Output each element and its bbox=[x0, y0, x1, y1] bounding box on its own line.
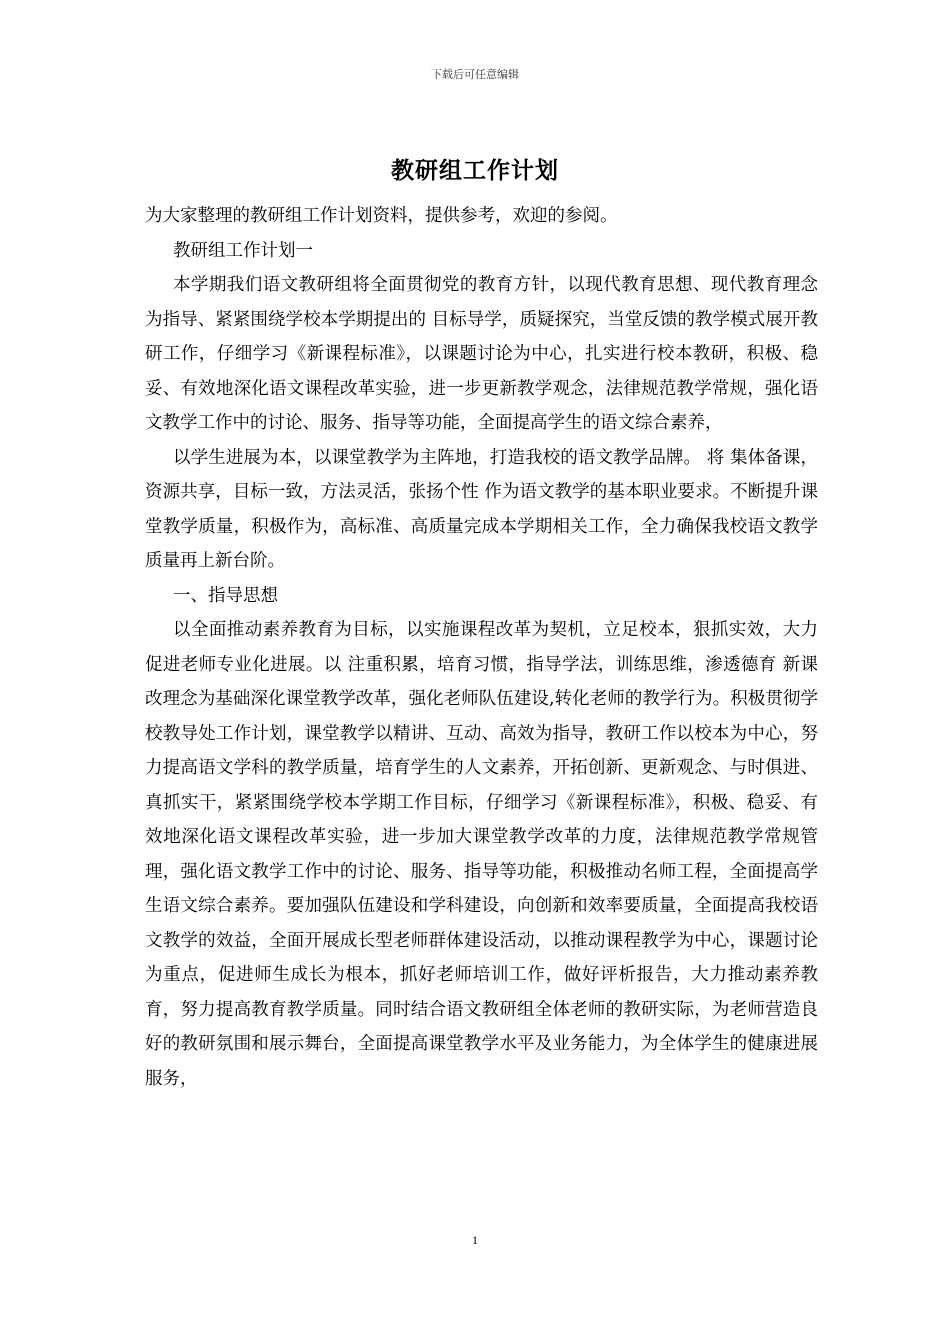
section-heading-plan-one: 教研组工作计划一 bbox=[173, 240, 313, 261]
header-note: 下载后可任意编辑 bbox=[431, 68, 519, 81]
body-paragraph: 本学期我们语文教研组将全面贯彻党的教育方针，以现代教育思想、现代教育理念为指导、紧紧围绕学校本学期提出的 目标导学，质疑探究，当堂反馈的教学模式展开教研工作，仔细学习《新课程标准》，以课题讨论为中心，扎实进行校本教研，积极、稳妥、有效地深化语文课程改革实验，进一步更新教学观念，法律规范教学常规，强化语文教学工作中的讨论、服务、指导等功能，全面提高学生的语文综合素养， bbox=[145, 275, 818, 433]
body-paragraph: 以全面推动素养教育为目标，以实施课程改革为契机，立足校本，狠抓实效，大力促进老师专业化进展。以 注重积累，培育习惯，指导学法，训练思维，渗透德育 新课改理念为基础深化课堂教学改革，强化老师队伍建设,转化老师的教学行为。积极贯彻学校教导处工作计划，课堂教学以精讲、互动、高效为指导，教研工作以校本为中心，努力提高语文学科的教学质量，培育学生的人文素养，开拓创新、更新观念、与时俱进、真抓实干，紧紧围绕学校本学期工作目标，仔细学习《新课程标准》，积极、稳妥、有效地深化语文课程改革实验，进一步加大课堂教学改革的力度，法律规范教学常规管理，强化语文教学工作中的讨论、服务、指导等功能，积极推动名师工程，全面提高学生语文综合素养。要加强队伍建设和学科建设，向创新和效率要质量，全面提高我校语文教学的效益，全面开展成长型老师群体建设活动，以推动课程教学为中心，课题讨论为重点，促进师生成长为根本，抓好老师培训工作，做好评析报告，大力推动素养教育，努力提高教育教学质量。同时结合语文教研组全体老师的教研实际，为老师营造良好的教研氛围和展示舞台，全面提高课堂教学水平及业务能力，为全体学生的健康进展服务， bbox=[145, 620, 818, 1089]
document-title: 教研组工作计划 bbox=[391, 157, 559, 184]
body-paragraph: 以学生进展为本，以课堂教学为主阵地，打造我校的语文教学品牌。 将 集体备课，资源共享，目标一致，方法灵活，张扬个性 作为语文教学的基本职业要求。不断提升课堂教学质量，积极作为，高标准、高质量完成本学期相关工作，全力确保我校语文教学质量再上新台阶。 bbox=[145, 447, 818, 571]
document-body bbox=[145, 199, 818, 1096]
intro-paragraph: 为大家整理的教研组工作计划资料，提供参考，欢迎的参阅。 bbox=[145, 206, 618, 226]
page-number: 1 bbox=[472, 1233, 478, 1247]
section-heading-guiding-thought: 一、指导思想 bbox=[173, 585, 278, 606]
